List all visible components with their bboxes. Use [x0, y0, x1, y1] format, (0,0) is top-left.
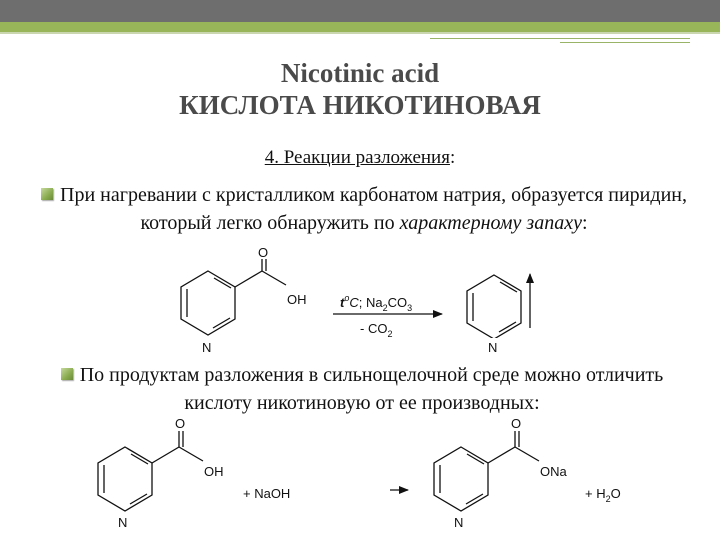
atom-n-pyridine: N: [488, 340, 498, 355]
paragraph-heating-text: При нагревании с кристалликом карбонатом натрия, образуется пиридин, который легко обнаружить по: [60, 184, 687, 234]
nicotinic-acid-structure-2: [98, 431, 203, 511]
sodium-nicotinate-structure: [434, 431, 539, 511]
condition-co2-loss: - $CO_2$: [360, 321, 393, 339]
atom-o-3: O: [511, 416, 522, 431]
section-heading-text: 4. Реакции разложения: [264, 147, 450, 168]
byproduct-water: + $H_2O$: [585, 486, 621, 504]
title-english: Nicotinic acid: [280, 58, 440, 88]
section-heading-colon: :: [449, 147, 456, 168]
title-russian: КИСЛОТА НИКОТИНОВАЯ: [179, 90, 541, 120]
paragraph-heating-end: :: [581, 212, 588, 234]
nicotinic-acid-structure-1: [181, 259, 286, 335]
paragraph-heating-italic: характерному запаху: [399, 212, 582, 234]
atom-n-2: N: [118, 515, 128, 530]
atom-oh-2: OH: [204, 464, 224, 479]
atom-n-1: N: [202, 340, 212, 355]
paragraph-alkaline-text: По продуктам разложения в сильнощелочной среде можно отличить кислоту никотиновую от ее производных:: [79, 364, 664, 414]
pyridine-structure: [467, 275, 521, 339]
reagent-naoh: + NaOH: [243, 486, 291, 501]
atom-n-3: N: [454, 515, 464, 530]
condition-temperature: $t^oC$; $Na_2CO_3$: [340, 293, 413, 313]
atom-oh-1: OH: [287, 292, 307, 307]
atom-o-1: O: [258, 245, 269, 260]
atom-o-2: O: [175, 416, 186, 431]
atom-ona: ONa: [540, 464, 567, 479]
